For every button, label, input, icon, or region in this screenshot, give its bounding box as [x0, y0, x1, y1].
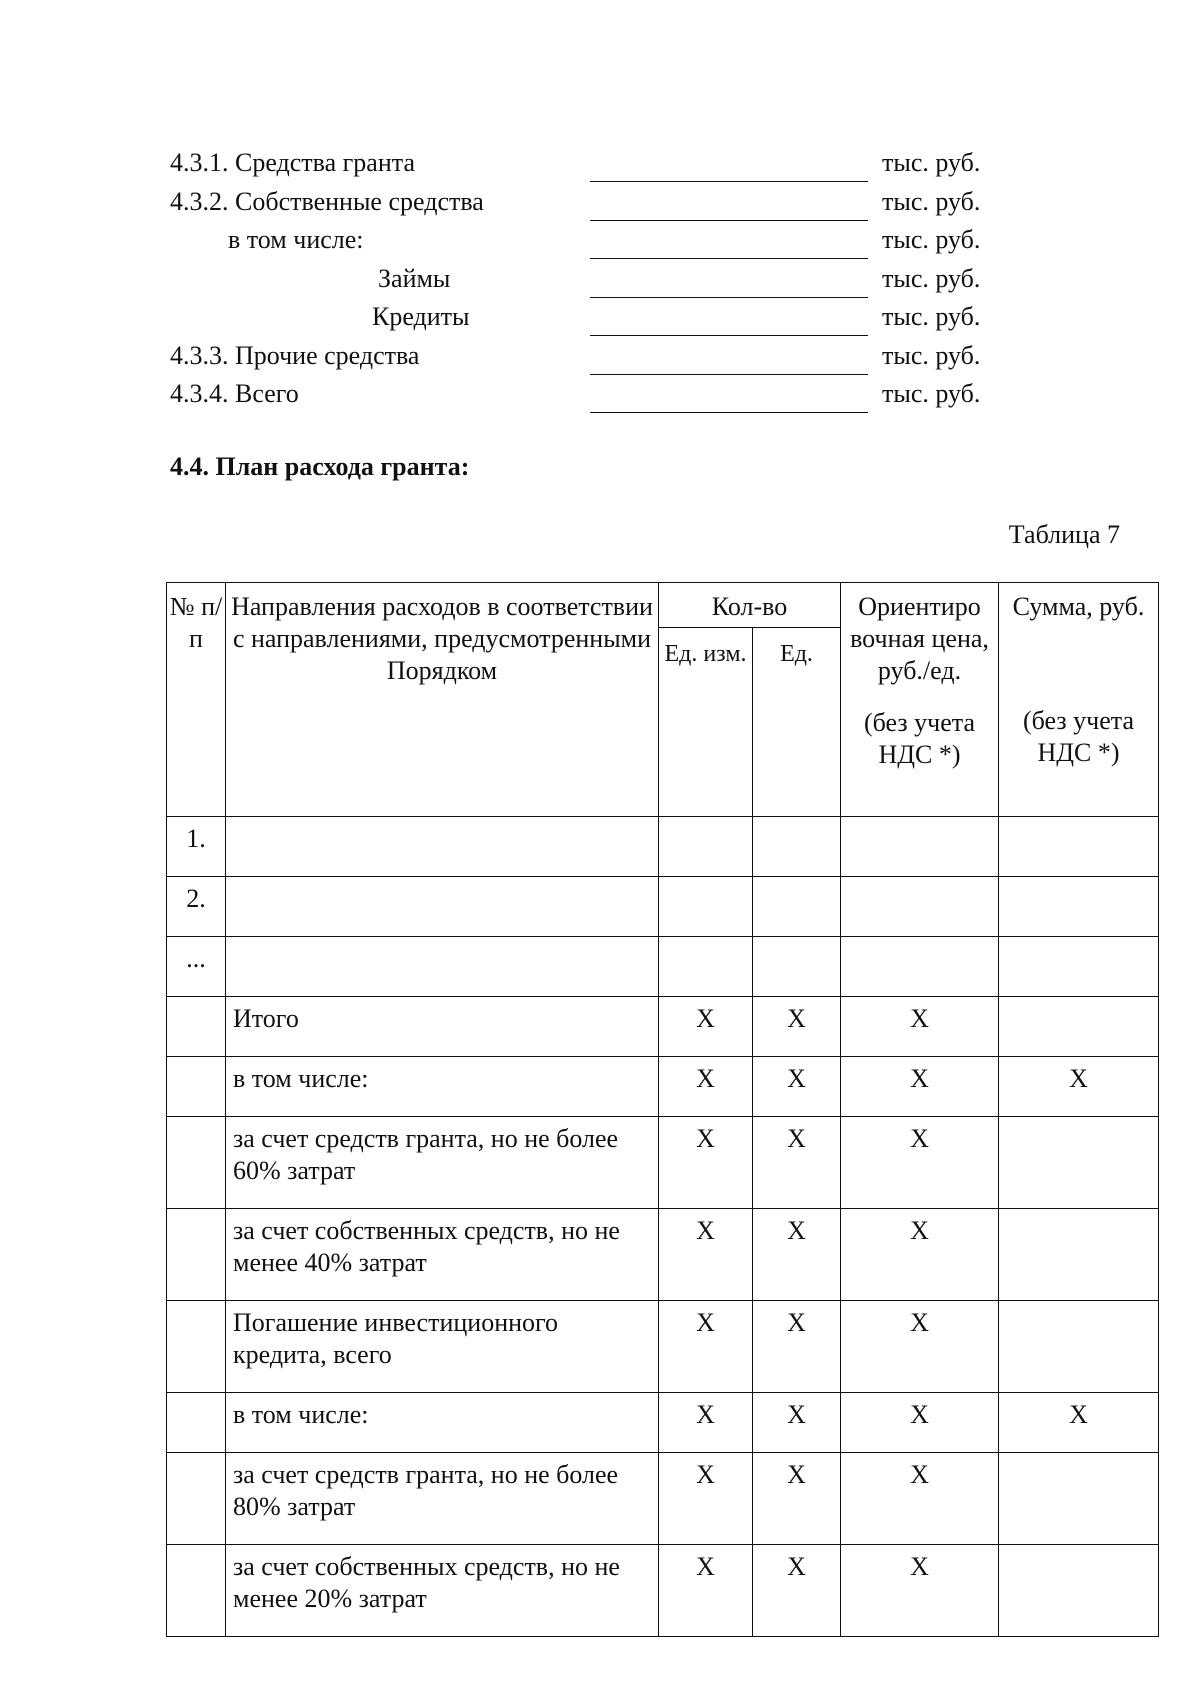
- fund-row-own: [170, 187, 1010, 226]
- row-unit-cell: [659, 1453, 753, 1545]
- row-sum-cell[interactable]: [999, 1545, 1159, 1637]
- row-direction-cell-text: в том числе:: [233, 1400, 369, 1429]
- fund-row-other: [170, 341, 1010, 380]
- fund-value-field[interactable]: [590, 181, 868, 182]
- fund-value-field[interactable]: [590, 335, 868, 336]
- fund-label: 4.3.1. Средства гранта: [170, 148, 415, 177]
- row-price-cell-text: X: [910, 1064, 929, 1093]
- row-price-cell: [841, 1057, 999, 1117]
- row-num-cell: [167, 877, 226, 937]
- row-qty-cell-text: X: [787, 1460, 806, 1489]
- row-sum-cell: [999, 1393, 1159, 1453]
- row-price-cell-text: X: [910, 1124, 929, 1153]
- row-unit-cell-text: X: [696, 1308, 715, 1337]
- row-unit-cell[interactable]: [659, 937, 753, 997]
- row-sum-cell[interactable]: [999, 1301, 1159, 1393]
- table-row: [167, 1545, 1159, 1637]
- fund-row-loans: [170, 264, 1010, 303]
- row-unit-cell-text: X: [696, 1216, 715, 1245]
- fund-unit: тыс. руб.: [882, 186, 981, 216]
- row-direction-cell-text: за счет собственных средств, но не менее 20% затрат: [233, 1552, 620, 1613]
- row-unit-cell: [659, 1301, 753, 1393]
- row-qty-cell: [753, 1545, 841, 1637]
- row-unit-cell[interactable]: [659, 877, 753, 937]
- row-sum-cell: [999, 1057, 1159, 1117]
- row-unit-cell: [659, 1117, 753, 1209]
- fund-row-total: [170, 379, 1010, 418]
- row-num-cell[interactable]: [167, 997, 226, 1057]
- row-sum-cell[interactable]: [999, 1117, 1159, 1209]
- grant-expense-table: [166, 582, 1159, 1637]
- row-price-cell: [841, 1117, 999, 1209]
- row-direction-cell-text: в том числе:: [233, 1064, 369, 1093]
- fund-value-field[interactable]: [590, 374, 868, 375]
- fund-label: 4.3.3. Прочие средства: [170, 340, 420, 370]
- row-unit-cell: [659, 1393, 753, 1453]
- row-unit-cell: [659, 1545, 753, 1637]
- table-row: [167, 1057, 1159, 1117]
- row-num-cell[interactable]: [167, 1393, 226, 1453]
- row-unit-cell[interactable]: [659, 817, 753, 877]
- row-price-cell: [841, 997, 999, 1057]
- row-direction-cell[interactable]: [226, 937, 659, 997]
- row-direction-cell-text: [226, 817, 658, 829]
- row-direction-cell: [226, 997, 659, 1057]
- row-qty-cell-text: X: [787, 1216, 806, 1245]
- row-num-cell[interactable]: [167, 1545, 226, 1637]
- row-sum-cell[interactable]: [999, 937, 1159, 997]
- row-direction-cell: [226, 1393, 659, 1453]
- row-direction-cell-text: за счет средств гранта, но не более 60% затрат: [233, 1124, 619, 1185]
- table-row: [167, 937, 1159, 997]
- row-price-cell: [841, 1545, 999, 1637]
- row-qty-cell-text: X: [787, 1004, 806, 1033]
- fund-value-field[interactable]: [590, 297, 868, 298]
- fund-label: в том числе:: [228, 225, 364, 254]
- table-row: [167, 1209, 1159, 1301]
- row-sum-cell[interactable]: [999, 1453, 1159, 1545]
- fund-label: Кредиты: [372, 302, 470, 331]
- row-price-cell[interactable]: [841, 937, 999, 997]
- row-qty-cell-text: X: [787, 1064, 806, 1093]
- fund-value-field[interactable]: [590, 258, 868, 259]
- table-caption: Таблица 7: [1008, 520, 1120, 549]
- header-num: № п/п: [167, 583, 226, 817]
- table-row: [167, 877, 1159, 937]
- row-direction-cell[interactable]: [226, 817, 659, 877]
- fund-label: Займы: [378, 263, 451, 293]
- row-qty-cell: [753, 1057, 841, 1117]
- row-direction-cell-text: [226, 937, 658, 949]
- fund-unit: тыс. руб.: [882, 302, 981, 331]
- table-row: [167, 1117, 1159, 1209]
- row-sum-cell-text: X: [1069, 1064, 1088, 1093]
- row-price-cell[interactable]: [841, 817, 999, 877]
- table-row: [167, 1301, 1159, 1393]
- row-direction-cell[interactable]: [226, 877, 659, 937]
- row-qty-cell-text: X: [787, 1552, 806, 1581]
- fund-unit: тыс. руб.: [882, 263, 981, 293]
- row-sum-cell[interactable]: [999, 817, 1159, 877]
- fund-label: 4.3.2. Собственные средства: [170, 186, 484, 216]
- fund-unit: тыс. руб.: [882, 379, 981, 408]
- row-price-cell: [841, 1209, 999, 1301]
- fund-value-field[interactable]: [590, 412, 868, 413]
- row-direction-cell-text: Погашение инвестиционного кредита, всего: [233, 1308, 559, 1369]
- row-price-cell: [841, 1393, 999, 1453]
- row-direction-cell: [226, 1453, 659, 1545]
- row-direction-cell-text: за счет собственных средств, но не менее 40% затрат: [233, 1216, 620, 1277]
- header-qty-unit: Ед.: [753, 628, 841, 817]
- fund-label: 4.3.4. Всего: [170, 379, 299, 408]
- fund-unit: тыс. руб.: [882, 225, 981, 254]
- row-qty-cell: [753, 997, 841, 1057]
- row-qty-cell: [753, 1393, 841, 1453]
- row-num-cell[interactable]: [167, 1057, 226, 1117]
- row-num-cell: [167, 817, 226, 877]
- row-num-cell-text: 1.: [186, 824, 206, 853]
- row-unit-cell-text: X: [696, 1064, 715, 1093]
- row-qty-cell[interactable]: [753, 817, 841, 877]
- row-price-cell-text: X: [910, 1216, 929, 1245]
- row-direction-cell: [226, 1209, 659, 1301]
- row-qty-cell-text: X: [787, 1124, 806, 1153]
- row-unit-cell: [659, 1057, 753, 1117]
- table-row: [167, 1393, 1159, 1453]
- row-qty-cell: [753, 1453, 841, 1545]
- table-row: [167, 817, 1159, 877]
- row-direction-cell: [226, 1057, 659, 1117]
- row-unit-cell: [659, 1209, 753, 1301]
- section-title: 4.4. План расхода гранта:: [170, 452, 470, 481]
- row-qty-cell[interactable]: [753, 937, 841, 997]
- row-qty-cell: [753, 1301, 841, 1393]
- row-direction-cell-text: Итого: [233, 1004, 299, 1033]
- header-price-note: (без учета НДС *): [863, 708, 975, 769]
- row-price-cell-text: X: [910, 1400, 929, 1429]
- row-unit-cell-text: X: [696, 1004, 715, 1033]
- row-price-cell-text: X: [910, 1460, 929, 1489]
- row-sum-cell[interactable]: [999, 1209, 1159, 1301]
- fund-unit: тыс. руб.: [882, 340, 981, 370]
- row-sum-cell[interactable]: [999, 877, 1159, 937]
- row-direction-cell: [226, 1301, 659, 1393]
- row-price-cell-text: X: [910, 1552, 929, 1581]
- header-price-label: Ориентиро вочная цена, руб./ед.: [850, 592, 989, 685]
- row-unit-cell: [659, 997, 753, 1057]
- funding-sources: [170, 148, 1010, 418]
- row-qty-cell-text: X: [787, 1308, 806, 1337]
- fund-value-field[interactable]: [590, 220, 868, 221]
- header-price: [841, 583, 999, 817]
- row-price-cell-text: X: [910, 1308, 929, 1337]
- row-num-cell[interactable]: [167, 1301, 226, 1393]
- row-num-cell[interactable]: [167, 1453, 226, 1545]
- header-sum-label: Сумма, руб.: [1012, 592, 1145, 621]
- row-num-cell: [167, 937, 226, 997]
- table-row: [167, 997, 1159, 1057]
- row-price-cell: [841, 1301, 999, 1393]
- header-direction: Направления расходов в соответствии с направлениями, предусмотренными Порядком: [226, 583, 659, 817]
- row-direction-cell-text: за счет средств гранта, но не более 80% затрат: [233, 1460, 619, 1521]
- fund-row-including: [170, 225, 1010, 264]
- row-qty-cell[interactable]: [753, 877, 841, 937]
- row-num-cell-text: ...: [186, 944, 206, 973]
- header-qty: Кол-во: [659, 583, 841, 628]
- row-price-cell-text: X: [910, 1004, 929, 1033]
- row-num-cell-text: 2.: [186, 884, 206, 913]
- row-sum-cell-text: X: [1069, 1400, 1088, 1429]
- row-qty-cell-text: X: [787, 1400, 806, 1429]
- row-unit-cell-text: X: [696, 1400, 715, 1429]
- row-num-cell[interactable]: [167, 1117, 226, 1209]
- row-unit-cell-text: X: [696, 1460, 715, 1489]
- row-direction-cell-text: [226, 877, 658, 889]
- header-unit: Ед. изм.: [659, 628, 753, 817]
- table-row: [167, 1453, 1159, 1545]
- row-price-cell: [841, 1453, 999, 1545]
- table-header-row: [167, 583, 1159, 628]
- row-direction-cell: [226, 1117, 659, 1209]
- row-qty-cell: [753, 1209, 841, 1301]
- row-direction-cell: [226, 1545, 659, 1637]
- row-unit-cell-text: X: [696, 1552, 715, 1581]
- row-unit-cell-text: X: [696, 1124, 715, 1153]
- header-sum: [999, 583, 1159, 817]
- row-price-cell[interactable]: [841, 877, 999, 937]
- fund-row-credits: [170, 302, 1010, 341]
- header-sum-note: (без учета НДС *): [1022, 706, 1134, 767]
- row-num-cell[interactable]: [167, 1209, 226, 1301]
- fund-row-grant: [170, 148, 1010, 187]
- row-sum-cell[interactable]: [999, 997, 1159, 1057]
- fund-unit: тыс. руб.: [882, 148, 981, 177]
- row-qty-cell: [753, 1117, 841, 1209]
